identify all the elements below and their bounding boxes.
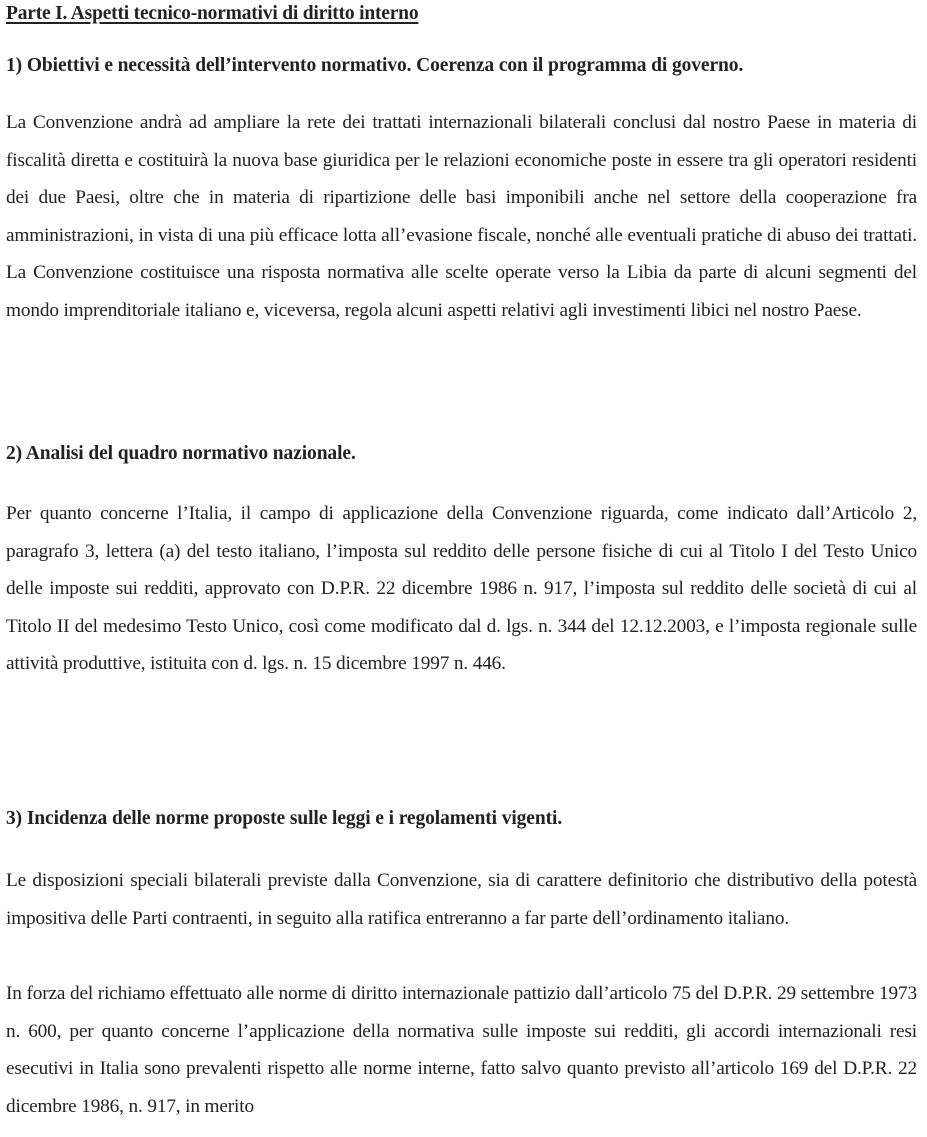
- section-heading-3: 3) Incidenza delle norme proposte sulle leggi e i regolamenti vigenti.: [6, 808, 563, 829]
- section-heading-1: 1) Obiettivi e necessità dell’intervento normativo. Coerenza con il programma di governo.: [6, 55, 744, 76]
- section-1-paragraph: La Convenzione andrà ad ampliare la rete dei trattati internazionali bilaterali conclusi dal nostro Paese in materia di fiscalità diretta e costituirà la nuova base giuridica per le relazioni economiche poste in essere tra gli operatori residenti dei due Paesi, oltre che in materia di ripartizione delle basi imponibili anche nel settore della cooperazione fra amministrazioni, in vista di una più efficace lotta all’evasione fiscale, nonché alle eventuali pratiche di abuso dei trattati. La Convenzione costituisce una risposta normativa alle scelte operate verso la Libia da parte di alcuni segmenti del mondo imprenditoriale italiano e, viceversa, regola alcuni aspetti relativi agli investimenti libici nel nostro Paese.: [6, 112, 917, 321]
- section-3-paragraph-2: In forza del richiamo effettuato alle norme di diritto internazionale pattizio dall’articolo 75 del D.P.R. 29 settembre 1973 n. 600, per quanto concerne l’applicazione della normativa sulle imposte sui redditi, gli accordi internazionali resi esecutivi in Italia sono prevalenti rispetto alle norme interne, fatto salvo quanto previsto all’articolo 169 del D.P.R. 22 dicembre 1986, n. 917, in merito: [6, 983, 917, 1117]
- section-3-paragraph-1: Le disposizioni speciali bilaterali previste dalla Convenzione, sia di carattere definitorio che distributivo della potestà impositiva delle Parti contraenti, in seguito alla ratifica entreranno a far parte dell’ordinamento italiano.: [6, 870, 917, 929]
- section-2-paragraph: Per quanto concerne l’Italia, il campo di applicazione della Convenzione riguarda, come indicato dall’Articolo 2, paragrafo 3, lettera (a) del testo italiano, l’imposta sul reddito delle persone fisiche di cui al Titolo I del Testo Unico delle imposte sui redditi, approvato con D.P.R. 22 dicembre 1986 n. 917, l’imposta sul reddito delle società di cui al Titolo II del medesimo Testo Unico, così come modificato dal d. lgs. n. 344 del 12.12.2003, e l’imposta regionale sulle attività produttive, istituita con d. lgs. n. 15 dicembre 1997 n. 446.: [6, 503, 917, 674]
- part-title: Parte I. Aspetti tecnico-normativi di diritto interno: [6, 3, 419, 24]
- section-heading-2: 2) Analisi del quadro normativo nazionale.: [6, 443, 356, 464]
